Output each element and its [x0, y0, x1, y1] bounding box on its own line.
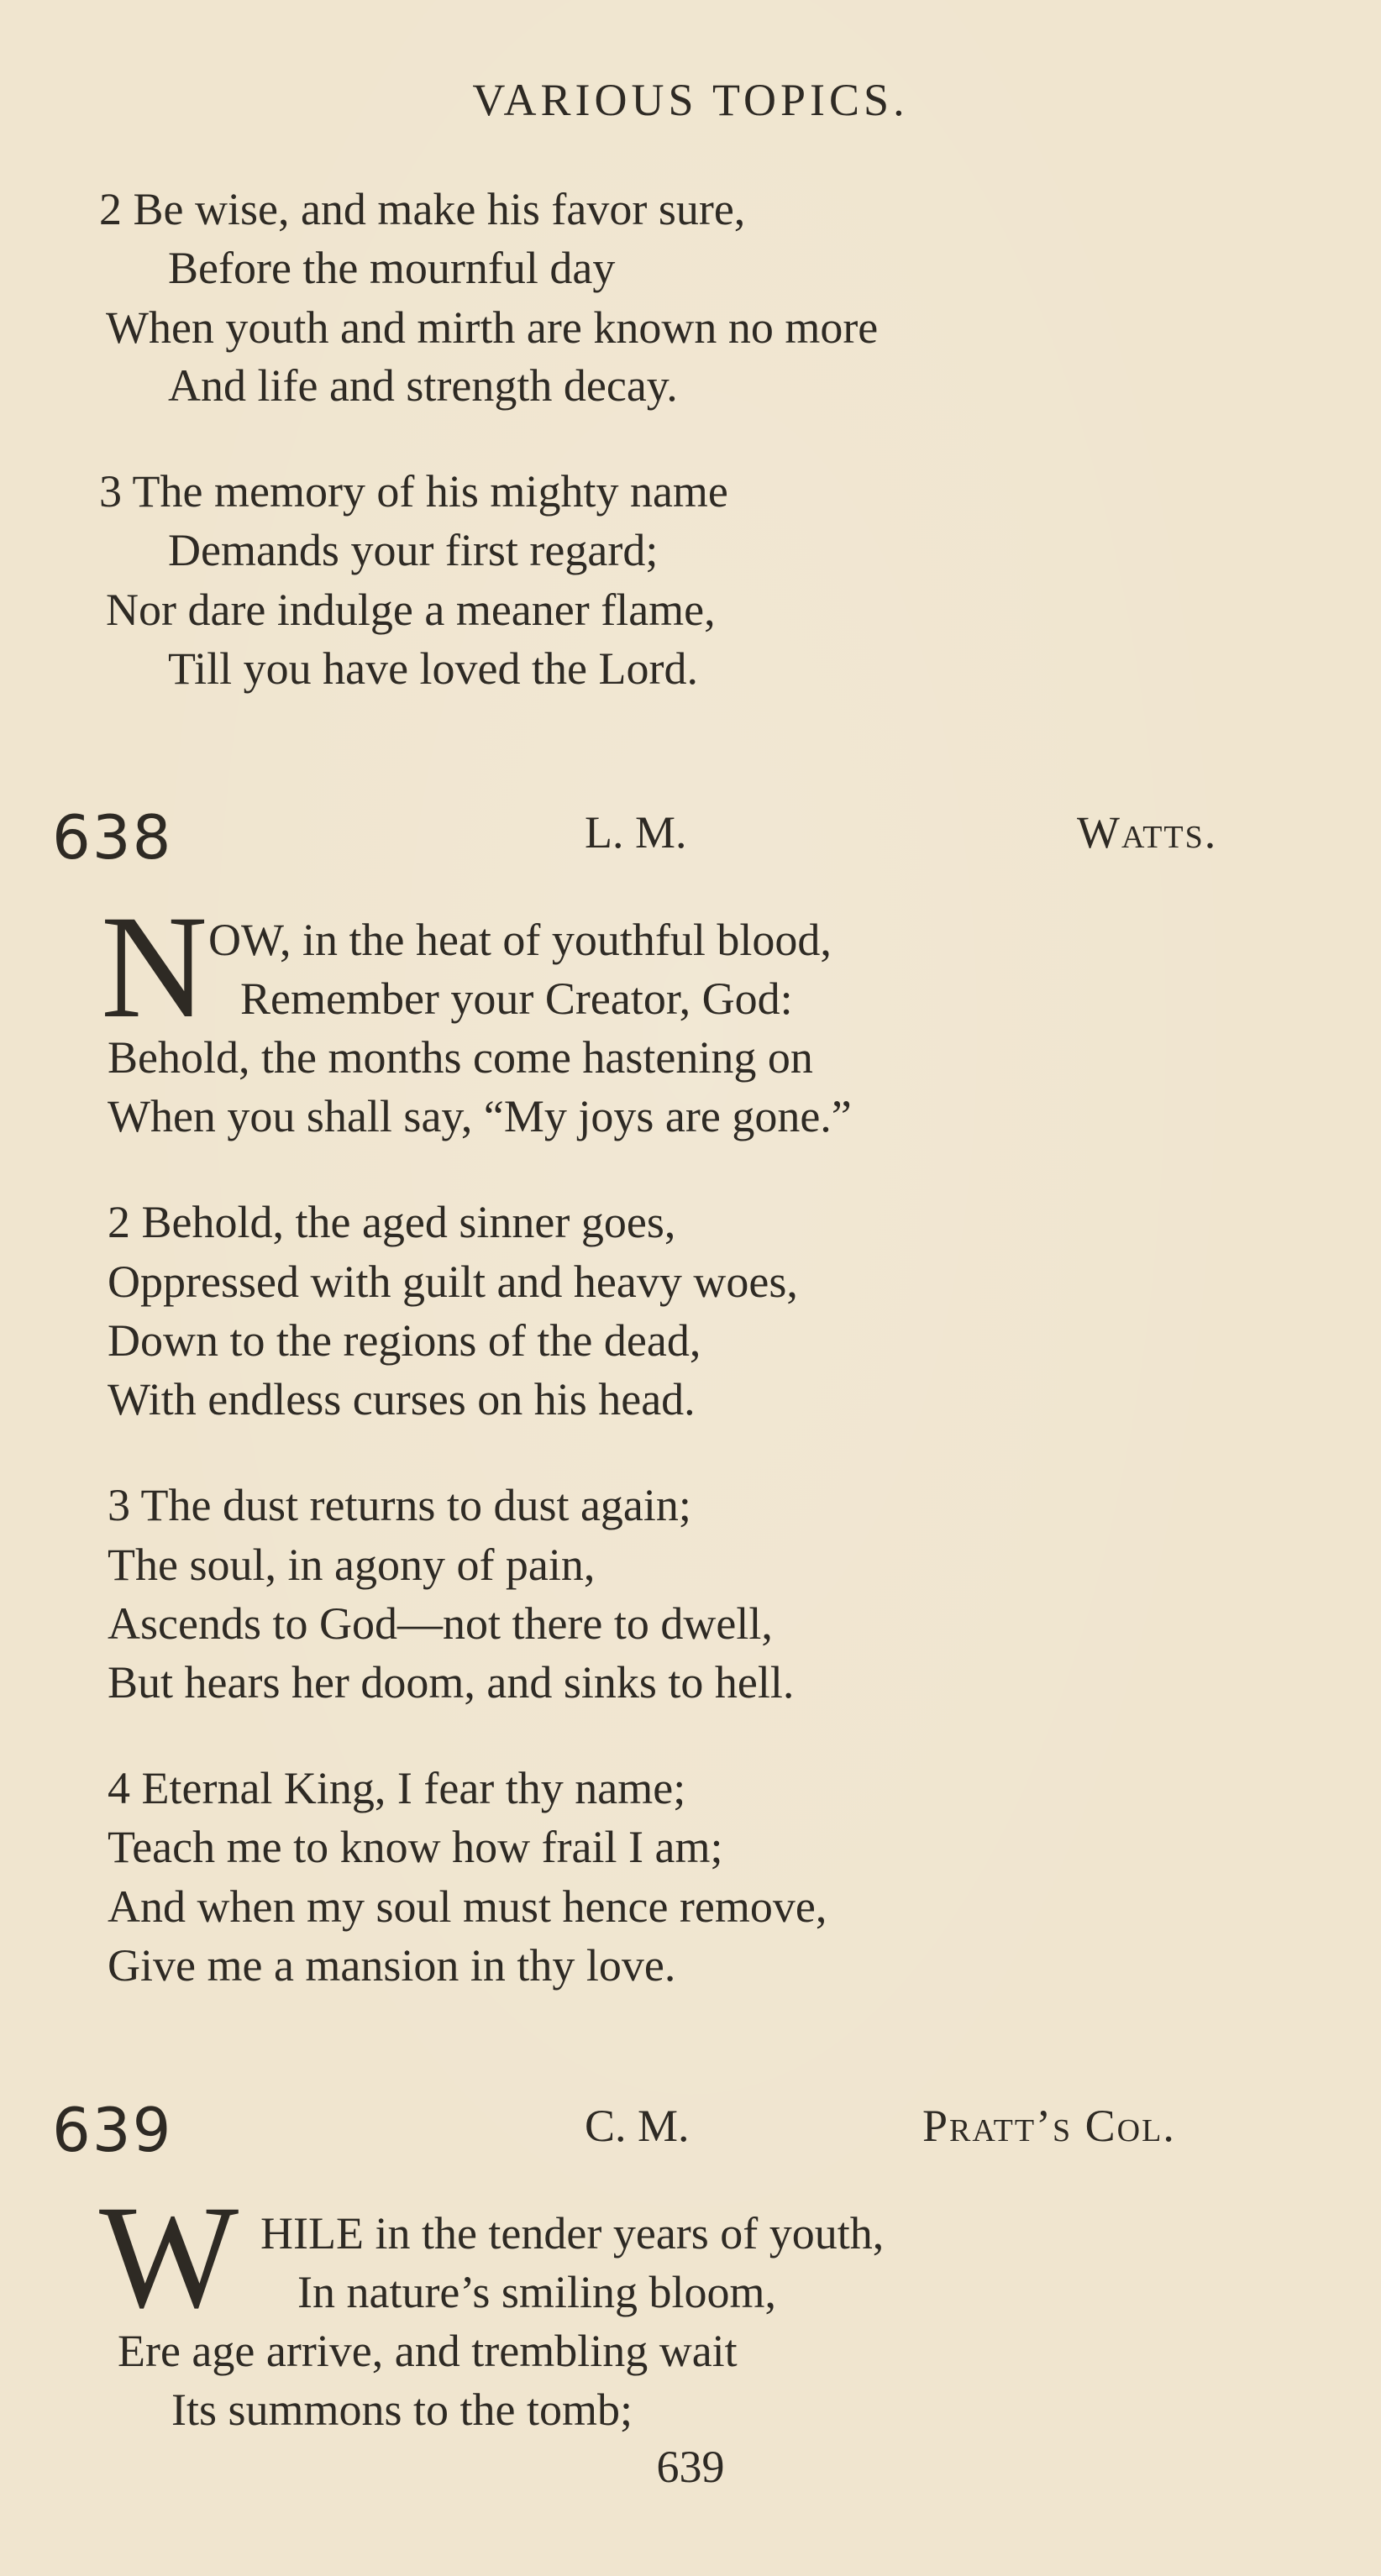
- verse-line: 2 Behold, the aged sinner goes,: [108, 1197, 676, 1247]
- verse-line: HILE in the tender years of youth,: [260, 2208, 885, 2259]
- hymn-639-author: Pratt’s Col.: [922, 2101, 1176, 2151]
- verse-line: The soul, in agony of pain,: [108, 1540, 596, 1590]
- verse-line: And when my soul must hence remove,: [108, 1881, 827, 1932]
- verse-line: Till you have loved the Lord.: [168, 643, 698, 694]
- verse-line: Down to the regions of the dead,: [108, 1315, 701, 1366]
- hymn-639-number: 639: [52, 2095, 173, 2165]
- verse-line: When you shall say, “My joys are gone.”: [108, 1091, 852, 1141]
- verse-line: Nor dare indulge a meaner flame,: [106, 585, 716, 635]
- hymn-638-dropcap: N: [101, 885, 208, 1049]
- hymn-639-meter: C. M.: [585, 2101, 690, 2151]
- verse-line: 2 Be wise, and make his favor sure,: [99, 184, 746, 234]
- verse-line: And life and strength decay.: [168, 360, 678, 411]
- verse-line: With endless curses on his head.: [108, 1374, 696, 1424]
- verse-line: 3 The memory of his mighty name: [99, 466, 728, 517]
- page-number: 639: [656, 2442, 725, 2492]
- hymn-638-number: 638: [52, 802, 173, 873]
- verse-line: Behold, the months come hastening on: [108, 1032, 813, 1083]
- verse-line: When youth and mirth are known no more: [106, 302, 879, 353]
- verse-line: 4 Eternal King, I fear thy name;: [108, 1763, 686, 1813]
- verse-line: Give me a mansion in thy love.: [108, 1940, 676, 1991]
- verse-line: Teach me to know how frail I am;: [108, 1822, 723, 1872]
- verse-line: Ascends to God—not there to dwell,: [108, 1598, 773, 1649]
- verse-line: Its summons to the tomb;: [171, 2385, 633, 2435]
- verse-line: Before the mournful day: [168, 243, 616, 293]
- hymn-639-dropcap: W: [99, 2175, 239, 2339]
- hymn-638-meter: L. M.: [585, 807, 687, 858]
- verse-line: Ere age arrive, and trembling wait: [118, 2326, 738, 2376]
- verse-line: But hears her doom, and sinks to hell.: [108, 1657, 795, 1708]
- running-head: VARIOUS TOPICS.: [472, 75, 909, 125]
- verse-line: Oppressed with guilt and heavy woes,: [108, 1257, 798, 1307]
- verse-line: Remember your Creator, God:: [240, 973, 793, 1024]
- verse-line: 3 The dust returns to dust again;: [108, 1480, 691, 1530]
- verse-line: In nature’s smiling bloom,: [297, 2267, 776, 2317]
- verse-line: OW, in the heat of youthful blood,: [208, 915, 832, 965]
- verse-line: Demands your first regard;: [168, 525, 659, 575]
- hymn-638-author: Watts.: [1077, 807, 1218, 858]
